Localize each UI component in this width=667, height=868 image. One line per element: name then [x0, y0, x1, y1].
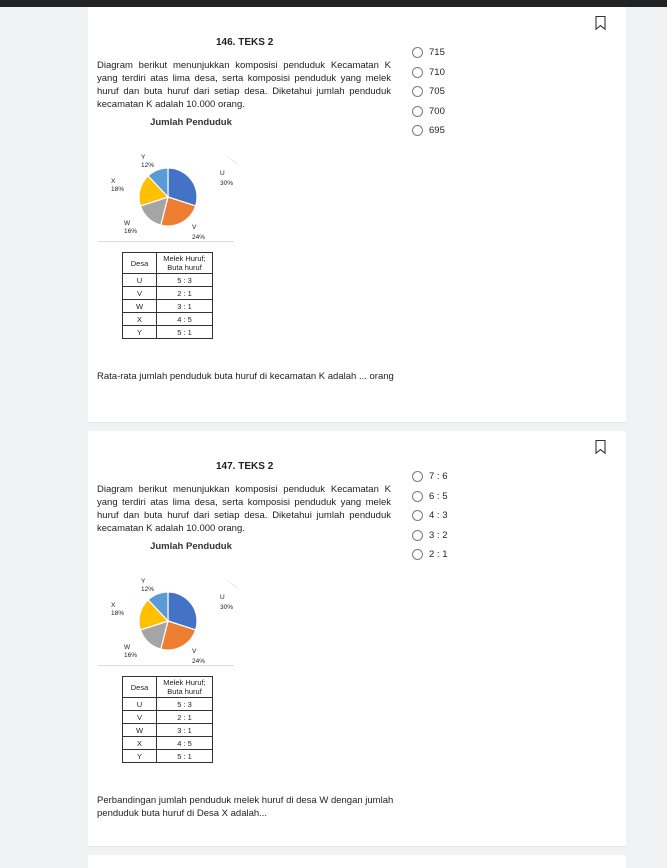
table-cell: 5 : 3 [157, 698, 213, 711]
table-header-ratio: Melek Huruf; Buta huruf [157, 253, 213, 274]
question-card-146 [88, 7, 626, 423]
pie-category-label: V [192, 224, 197, 231]
table-cell: 3 : 1 [157, 300, 213, 313]
table-row [123, 750, 213, 763]
option-d[interactable] [412, 526, 532, 546]
pie-percent-label: 24% [192, 234, 206, 241]
pie-category-label: V [192, 648, 197, 655]
pie-percent-label: 16% [124, 228, 138, 235]
pie-category-label: U [220, 170, 225, 177]
table-row [123, 724, 213, 737]
radio-icon[interactable] [412, 47, 423, 58]
question-title: 146. TEKS 2 [216, 37, 274, 48]
table-row [123, 300, 213, 313]
table-cell: X [123, 313, 157, 326]
pie-percent-label: 24% [192, 658, 206, 665]
option-a[interactable] [412, 43, 532, 63]
pie-category-label: Y [141, 578, 146, 585]
pie-chart [108, 541, 238, 665]
table-row [123, 313, 213, 326]
question-title: 147. TEKS 2 [216, 461, 274, 472]
table-header-ratio: Melek Huruf; Buta huruf [157, 677, 213, 698]
bookmark-icon[interactable] [595, 16, 606, 30]
pie-percent-label: 30% [220, 604, 234, 611]
option-a[interactable] [412, 467, 532, 487]
leader-line [228, 581, 238, 589]
option-c[interactable] [412, 506, 532, 526]
table-cell: W [123, 300, 157, 313]
pie-svg [108, 541, 238, 665]
option-e[interactable] [412, 121, 532, 141]
table-cell: 2 : 1 [157, 287, 213, 300]
pie-category-label: X [111, 178, 116, 185]
radio-icon[interactable] [412, 510, 423, 521]
table-row [123, 711, 213, 724]
pie-category-label: Y [141, 154, 146, 161]
pie-svg [108, 117, 238, 241]
question-text: Diagram berikut menunjukkan komposisi penduduk Kecamatan K yang terdiri atas lima desa, serta komposisi penduduk yang melek huruf dan buta huruf dari setiap desa. Diketahui jumlah penduduk kecamatan K adalah 10.000 orang. [97, 60, 391, 110]
option-label: 715 [429, 47, 445, 59]
table-cell: 3 : 1 [157, 724, 213, 737]
pie-percent-label: 12% [141, 586, 155, 593]
radio-icon[interactable] [412, 67, 423, 78]
option-label: 2 : 1 [429, 549, 448, 561]
data-table [122, 676, 213, 763]
table-cell: W [123, 724, 157, 737]
table-cell: U [123, 698, 157, 711]
option-label: 695 [429, 125, 445, 137]
table-cell: Y [123, 326, 157, 339]
option-label: 7 : 6 [429, 471, 448, 483]
option-label: 3 : 2 [429, 529, 448, 541]
chart-title: Jumlah Penduduk [150, 117, 232, 128]
pie-category-label: W [124, 644, 131, 651]
table-cell: U [123, 274, 157, 287]
radio-icon[interactable] [412, 549, 423, 560]
pie-chart [108, 117, 238, 241]
pie-category-label: W [124, 220, 131, 227]
option-b[interactable] [412, 63, 532, 83]
table-cell: 4 : 5 [157, 313, 213, 326]
radio-icon[interactable] [412, 86, 423, 97]
radio-icon[interactable] [412, 125, 423, 136]
option-e[interactable] [412, 545, 532, 565]
option-label: 6 : 5 [429, 490, 448, 502]
radio-icon[interactable] [412, 471, 423, 482]
option-b[interactable] [412, 487, 532, 507]
table-cell: 5 : 1 [157, 750, 213, 763]
table-row [123, 737, 213, 750]
data-table [122, 252, 213, 339]
table-row [123, 326, 213, 339]
pie-percent-label: 18% [111, 610, 125, 617]
pie-percent-label: 30% [220, 180, 234, 187]
answer-options [412, 43, 532, 141]
table-cell: 4 : 5 [157, 737, 213, 750]
table-cell: X [123, 737, 157, 750]
pie-percent-label: 18% [111, 186, 125, 193]
table-row [123, 274, 213, 287]
pie-category-label: X [111, 602, 116, 609]
table-cell: V [123, 287, 157, 300]
table-cell: 2 : 1 [157, 711, 213, 724]
top-bar [0, 0, 667, 7]
option-label: 700 [429, 105, 445, 117]
next-question-card [88, 855, 626, 868]
option-c[interactable] [412, 82, 532, 102]
table-header-desa: Desa [123, 253, 157, 274]
radio-icon[interactable] [412, 106, 423, 117]
table-cell: 5 : 3 [157, 274, 213, 287]
radio-icon[interactable] [412, 491, 423, 502]
table-cell: Y [123, 750, 157, 763]
bookmark-icon[interactable] [595, 440, 606, 454]
pie-percent-label: 16% [124, 652, 138, 659]
table-cell: 5 : 1 [157, 326, 213, 339]
option-label: 4 : 3 [429, 510, 448, 522]
table-cell: V [123, 711, 157, 724]
table-row [123, 698, 213, 711]
table-row [123, 287, 213, 300]
option-label: 710 [429, 66, 445, 78]
question-prompt: Perbandingan jumlah penduduk melek huruf di desa W dengan jumlah penduduk buta huruf di Desa X adalah... [97, 795, 394, 819]
question-prompt: Rata-rata jumlah penduduk buta huruf di kecamatan K adalah ... orang [97, 371, 394, 382]
option-label: 705 [429, 86, 445, 98]
divider [98, 665, 234, 666]
divider [98, 241, 234, 242]
pie-percent-label: 12% [141, 162, 155, 169]
answer-options [412, 467, 532, 565]
pie-category-label: U [220, 594, 225, 601]
radio-icon[interactable] [412, 530, 423, 541]
leader-line [228, 157, 238, 165]
table-header-desa: Desa [123, 677, 157, 698]
question-text: Diagram berikut menunjukkan komposisi penduduk Kecamatan K yang terdiri atas lima desa, serta komposisi penduduk yang melek huruf dan buta huruf dari setiap desa. Diketahui jumlah penduduk kecamatan K adalah 10.000 orang. [97, 484, 391, 534]
option-d[interactable] [412, 102, 532, 122]
question-card-147 [88, 431, 626, 847]
chart-title: Jumlah Penduduk [150, 541, 232, 552]
